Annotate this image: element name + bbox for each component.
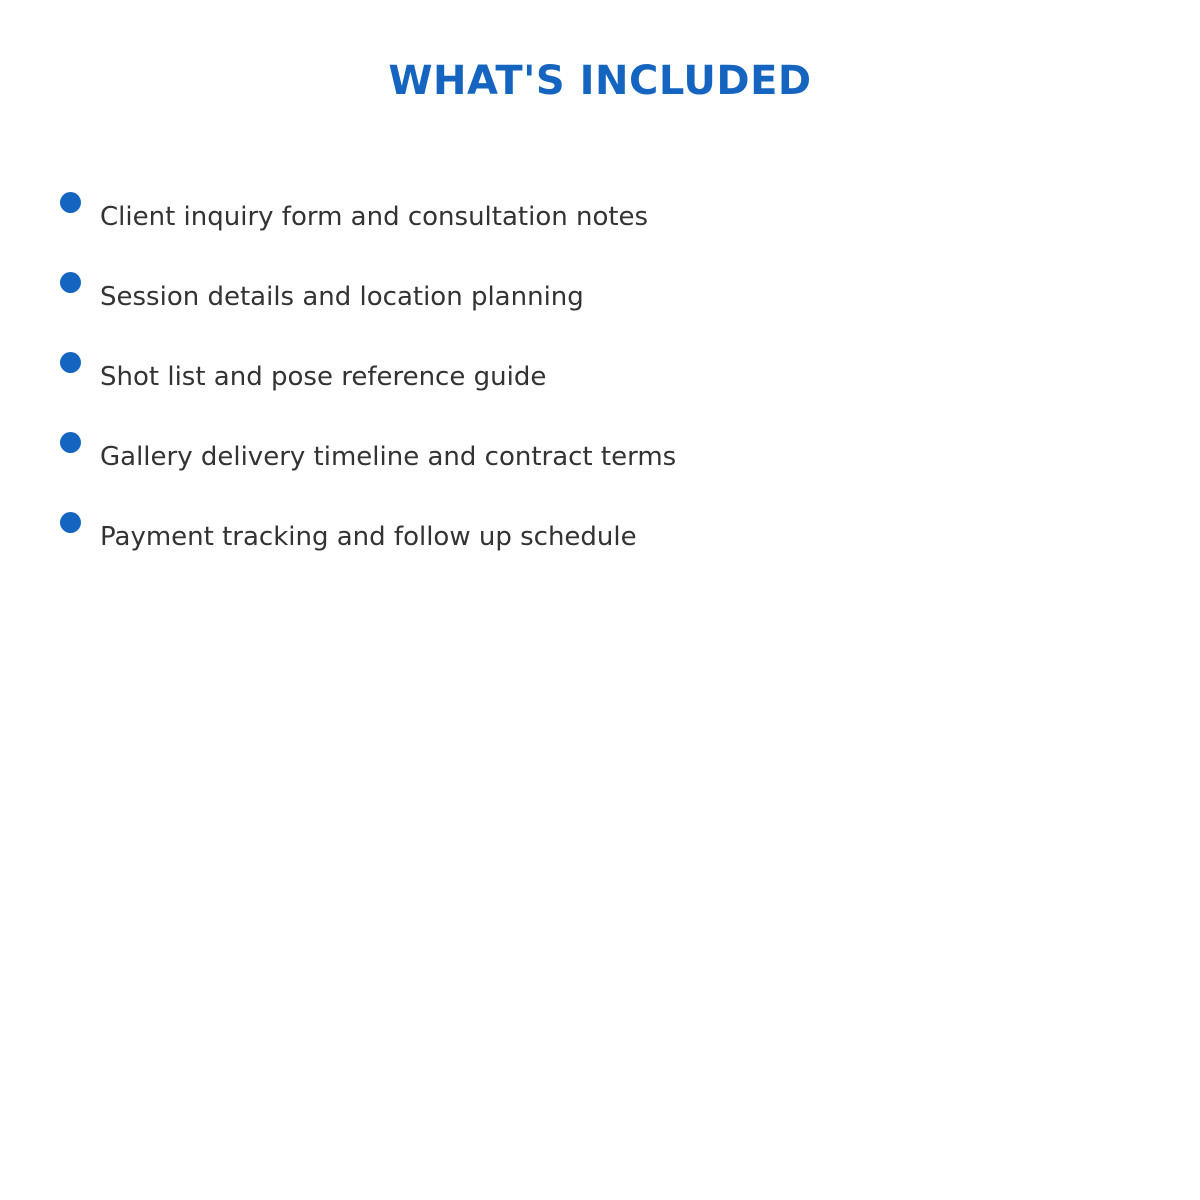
bullet-icon [60,512,81,533]
bullet-icon [60,432,81,453]
list-item-text: Client inquiry form and consultation notes [100,202,649,232]
list-item-text: Payment tracking and follow up schedule [100,522,637,552]
list-item [0,192,1200,252]
list-item-text: Gallery delivery timeline and contract terms [100,442,677,472]
list-item [0,272,1200,332]
page-title: WHAT'S INCLUDED [388,58,812,104]
bullet-icon [60,352,81,373]
bullet-icon [60,192,81,213]
list-item [0,512,1200,572]
list-item [0,432,1200,492]
list-item [0,352,1200,412]
list-item-text: Shot list and pose reference guide [100,362,547,392]
bullet-icon [60,272,81,293]
list-item-text: Session details and location planning [100,282,584,312]
